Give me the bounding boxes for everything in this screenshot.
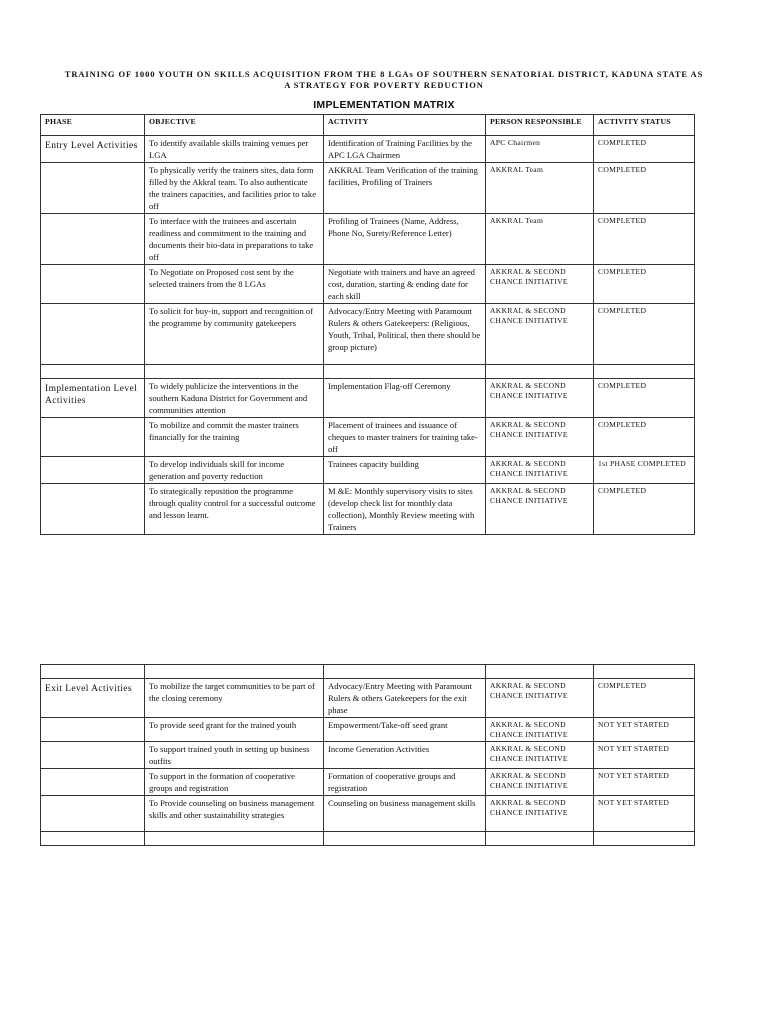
- person-cell: AKKRAL & SECOND CHANCE INITIATIVE: [486, 679, 594, 718]
- activity-cell: Negotiate with trainers and have an agreed cost, duration, starting & ending date for each skill: [324, 265, 486, 304]
- phase-cell-empty: [41, 214, 145, 265]
- objective-cell: To develop individuals skill for income generation and poverty reduction: [145, 457, 324, 484]
- phase-cell-empty: [41, 418, 145, 457]
- objective-cell: To support in the formation of cooperative groups and registration: [145, 769, 324, 796]
- spacer-row: [41, 665, 695, 679]
- person-cell: AKKRAL & SECOND CHANCE INITIATIVE: [486, 379, 594, 418]
- status-cell: COMPLETED: [594, 163, 695, 214]
- phase-entry-level: Entry Level Activities: [41, 136, 145, 163]
- header-activity-status: ACTIVITY STATUS: [594, 115, 695, 136]
- status-cell: COMPLETED: [594, 136, 695, 163]
- implementation-matrix-table: [40, 114, 695, 535]
- header-phase: PHASE: [41, 115, 145, 136]
- table-row: [41, 718, 695, 742]
- activity-cell: Trainees capacity building: [324, 457, 486, 484]
- spacer-row: [41, 365, 695, 379]
- objective-cell: To interface with the trainees and ascertain readiness and commitment to the training and documents their bio-data in preparations to take off: [145, 214, 324, 265]
- table-row: [41, 379, 695, 418]
- status-cell: COMPLETED: [594, 418, 695, 457]
- objective-cell: To provide seed grant for the trained youth: [145, 718, 324, 742]
- header-person-responsible: PERSON RESPONSIBLE: [486, 115, 594, 136]
- person-cell: AKKRAL & SECOND CHANCE INITIATIVE: [486, 265, 594, 304]
- objective-cell: To widely publicize the interventions in the southern Kaduna District for Government and communities attention: [145, 379, 324, 418]
- person-cell: AKKRAL & SECOND CHANCE INITIATIVE: [486, 418, 594, 457]
- objective-cell: To mobilize and commit the master trainers financially for the training: [145, 418, 324, 457]
- status-cell: NOT YET STARTED: [594, 718, 695, 742]
- activity-cell: Advocacy/Entry Meeting with Paramount Rulers & others Gatekeepers for the exit phase: [324, 679, 486, 718]
- activity-cell: Advocacy/Entry Meeting with Paramount Rulers & others Gatekeepers: (Religious, Youth, Tribal, Political, then there should be group picture): [324, 304, 486, 365]
- phase-cell-empty: [41, 457, 145, 484]
- activity-cell: Income Generation Activities: [324, 742, 486, 769]
- table-row: [41, 163, 695, 214]
- table-row: [41, 484, 695, 535]
- person-cell: AKKRAL & SECOND CHANCE INITIATIVE: [486, 796, 594, 832]
- objective-cell: To mobilize the target communities to be part of the closing ceremony: [145, 679, 324, 718]
- phase-cell-empty: [41, 265, 145, 304]
- matrix-heading: IMPLEMENTATION MATRIX: [313, 99, 455, 111]
- person-cell: AKKRAL & SECOND CHANCE INITIATIVE: [486, 484, 594, 535]
- header-objective: OBJECTIVE: [145, 115, 324, 136]
- header-row: [41, 115, 695, 136]
- activity-cell: Identification of Training Facilities by the APC LGA Chairmen: [324, 136, 486, 163]
- status-cell: COMPLETED: [594, 304, 695, 365]
- activity-cell: M &E: Monthly supervisory visits to sites (develop check list for monthly data collection), Monthly Review meeting with Trainers: [324, 484, 486, 535]
- table-row: [41, 679, 695, 718]
- phase-cell-empty: [41, 163, 145, 214]
- phase-cell-empty: [41, 718, 145, 742]
- objective-cell: To Provide counseling on business management skills and other sustainability strategies: [145, 796, 324, 832]
- person-cell: AKKRAL Team: [486, 163, 594, 214]
- phase-cell-empty: [41, 796, 145, 832]
- table-row: [41, 457, 695, 484]
- table-row: [41, 796, 695, 832]
- status-cell: NOT YET STARTED: [594, 769, 695, 796]
- objective-cell: To Negotiate on Proposed cost sent by the selected trainers from the 8 LGAs: [145, 265, 324, 304]
- phase-cell-empty: [41, 484, 145, 535]
- person-cell: AKKRAL & SECOND CHANCE INITIATIVE: [486, 742, 594, 769]
- phase-cell-empty: [41, 304, 145, 365]
- activity-cell: AKKRAL Team Verification of the training facilities, Profiling of Trainers: [324, 163, 486, 214]
- person-cell: AKKRAL & SECOND CHANCE INITIATIVE: [486, 304, 594, 365]
- activity-cell: Profiling of Trainees (Name, Address, Phone No, Surety/Reference Letter): [324, 214, 486, 265]
- objective-cell: To physically verify the trainers sites, data form filled by the Akkral team. To also authenticate the trainers capacities, and facilities prior to take off: [145, 163, 324, 214]
- header-activity: ACTIVITY: [324, 115, 486, 136]
- person-cell: AKKRAL Team: [486, 214, 594, 265]
- activity-cell: Implementation Flag-off Ceremony: [324, 379, 486, 418]
- activity-cell: Empowerment/Take-off seed grant: [324, 718, 486, 742]
- phase-cell-empty: [41, 742, 145, 769]
- activity-cell: Counseling on business management skills: [324, 796, 486, 832]
- document-title: TRAINING OF 1000 YOUTH ON SKILLS ACQUISITION FROM THE 8 LGAs OF SOUTHERN SENATORIAL DISTRICT, KADUNA STATE AS A STRATEGY FOR POVERTY REDUCTION: [64, 69, 704, 90]
- status-cell: COMPLETED: [594, 484, 695, 535]
- status-cell: COMPLETED: [594, 379, 695, 418]
- person-cell: AKKRAL & SECOND CHANCE INITIATIVE: [486, 457, 594, 484]
- exit-matrix-table: [40, 664, 695, 846]
- person-cell: APC Chairmen: [486, 136, 594, 163]
- phase-cell-empty: [41, 769, 145, 796]
- objective-cell: To strategically reposition the programme through quality control for a successful outcome and lesson learnt.: [145, 484, 324, 535]
- objective-cell: To support trained youth in setting up business outfits: [145, 742, 324, 769]
- table-row: [41, 418, 695, 457]
- status-cell: COMPLETED: [594, 265, 695, 304]
- spacer-row: [41, 832, 695, 846]
- table-row: [41, 769, 695, 796]
- table-row: [41, 304, 695, 365]
- status-cell: COMPLETED: [594, 679, 695, 718]
- status-cell: NOT YET STARTED: [594, 796, 695, 832]
- table-row: [41, 214, 695, 265]
- status-cell: COMPLETED: [594, 214, 695, 265]
- table-row: [41, 265, 695, 304]
- person-cell: AKKRAL & SECOND CHANCE INITIATIVE: [486, 718, 594, 742]
- objective-cell: To solicit for buy-in, support and recognition of the programme by community gatekeepers: [145, 304, 324, 365]
- phase-implementation-level: Implementation Level Activities: [41, 379, 145, 418]
- objective-cell: To identify available skills training venues per LGA: [145, 136, 324, 163]
- activity-cell: Formation of cooperative groups and registration: [324, 769, 486, 796]
- table-row: [41, 742, 695, 769]
- activity-cell: Placement of trainees and issuance of cheques to master trainers for training take-off: [324, 418, 486, 457]
- status-cell: 1st PHASE COMPLETED: [594, 457, 695, 484]
- table-row: [41, 136, 695, 163]
- status-cell: NOT YET STARTED: [594, 742, 695, 769]
- person-cell: AKKRAL & SECOND CHANCE INITIATIVE: [486, 769, 594, 796]
- phase-exit-level: Exit Level Activities: [41, 679, 145, 718]
